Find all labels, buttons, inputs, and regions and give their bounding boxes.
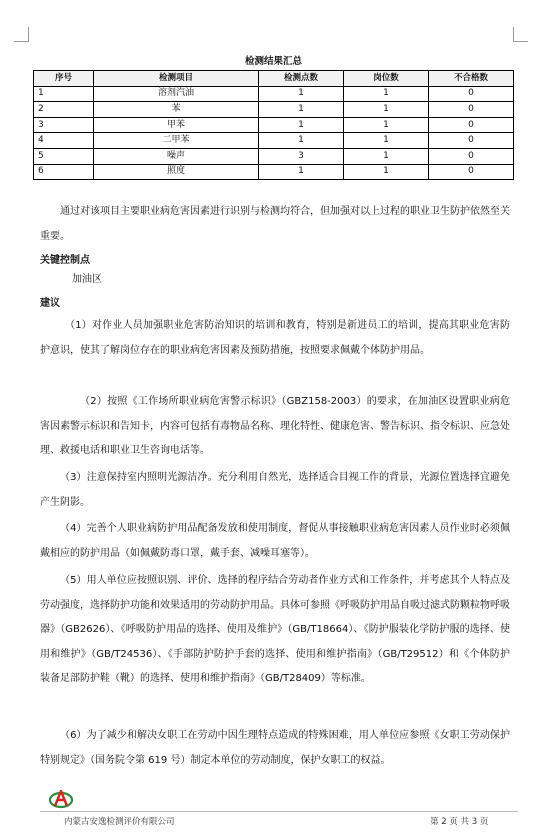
- footer-company: 内蒙古安逸检测评价有限公司: [64, 817, 175, 827]
- col-header-index: 序号: [34, 71, 94, 87]
- table-cell: 1: [344, 102, 429, 118]
- table-cell: 0: [429, 102, 514, 118]
- table-cell: 1: [34, 86, 94, 102]
- table-cell: 1: [344, 117, 429, 133]
- table-cell: 5: [34, 148, 94, 164]
- suggestion-2: （2）按照《工作场所职业病危害警示标识》（GBZ158-2003）的要求，在加油区设置职业病危害因素警示标识和告知卡，内容可包括有毒物品名称、理化特性、健康危害、警告标识、指令标识、应急处理、救援电话和职业卫生咨询电话等。: [40, 396, 510, 456]
- crop-mark-top-right: [513, 27, 528, 42]
- col-header-posts: 岗位数: [344, 71, 429, 87]
- table-row: [34, 86, 514, 102]
- table-title: 检测结果汇总: [244, 56, 302, 67]
- table-cell: 1: [259, 117, 344, 133]
- table-cell: 0: [429, 133, 514, 149]
- col-header-points: 检测点数: [259, 71, 344, 87]
- suggestion-5: （5）用人单位应按照识别、评价、选择的程序结合劳动者作业方式和工作条件，并考虑其个人特点及劳动强度，选择防护功能和效果适用的劳动防护用品。具体可参照《呼吸防护用品自吸过滤式防颗粒物呼吸器》（GB2626）、《呼吸防护用品的选择、使用及维护》（GB/T18664）、《防护服装化学防护服的选择、使用和维护》（GB/T24536）、《手部防护防护手套的选择、使用和维护指南》（GB/T29512）和《个体防护装备足部防护鞋（靴）的选择、使用和维护指南》（GB/T28409）等标准。: [40, 575, 510, 684]
- company-logo-icon: [48, 787, 74, 809]
- table-cell: 苯: [94, 102, 259, 118]
- table-cell: 1: [259, 164, 344, 180]
- table-row: [34, 148, 514, 164]
- crop-mark-top-left: [14, 27, 29, 42]
- table-cell: 0: [429, 148, 514, 164]
- table-cell: 1: [259, 133, 344, 149]
- suggestion-6: （6）为了减少和解决女职工在劳动中因生理特点造成的特殊困难，用人单位应参照《女职工劳动保护特别规定》（国务院令第 619 号）制定本单位的劳动制度，保护女职工的权益。: [40, 730, 510, 766]
- table-cell: 溶剂汽油: [94, 86, 259, 102]
- table-cell: 3: [34, 117, 94, 133]
- table-cell: 1: [344, 148, 429, 164]
- table-cell: 0: [429, 86, 514, 102]
- results-table: [33, 70, 514, 180]
- table-cell: 0: [429, 117, 514, 133]
- suggestion-1: （1）对作业人员加强职业危害防治知识的培训和教育，特别是新进员工的培训，提高其职业危害防护意识，使其了解岗位存在的职业病危害因素及预防措施，按照要求佩戴个体防护用品。: [40, 320, 510, 356]
- key-points-heading: 关键控制点: [40, 255, 90, 266]
- table-row: [34, 133, 514, 149]
- table-cell: 0: [429, 164, 514, 180]
- table-cell: 6: [34, 164, 94, 180]
- table-header-row: [34, 71, 514, 87]
- key-point-item: 加油区: [72, 274, 102, 285]
- table-cell: 2: [34, 102, 94, 118]
- table-cell: 噪声: [94, 148, 259, 164]
- table-cell: 1: [344, 164, 429, 180]
- table-cell: 1: [259, 102, 344, 118]
- footer-page-number: 第 2 页 共 3 页: [430, 817, 489, 827]
- table-cell: 3: [259, 148, 344, 164]
- suggestion-4: （4）完善个人职业病防护用品配备发放和使用制度，督促从事接触职业病危害因素人员作业时必须佩戴相应的防护用品（如佩戴防毒口罩，戴手套、减噪耳塞等）。: [40, 523, 510, 559]
- table-row: [34, 164, 514, 180]
- table-cell: 1: [259, 86, 344, 102]
- table-cell: 1: [344, 133, 429, 149]
- intro-paragraph: 通过对该项目主要职业病危害因素进行识别与检测均符合，但加强对以上过程的职业卫生防护依然至关重要。: [40, 206, 510, 242]
- table-cell: 4: [34, 133, 94, 149]
- table-row: [34, 117, 514, 133]
- col-header-fail: 不合格数: [429, 71, 514, 87]
- table-cell: 照度: [94, 164, 259, 180]
- table-cell: 甲苯: [94, 117, 259, 133]
- suggestions-heading: 建议: [40, 298, 60, 309]
- col-header-item: 检测项目: [94, 71, 259, 87]
- table-cell: 1: [344, 86, 429, 102]
- footer-divider: [40, 811, 518, 812]
- table-cell: 二甲苯: [94, 133, 259, 149]
- suggestion-3: （3）注意保持室内照明光源洁净。充分利用自然光，选择适合目视工作的背景，光源位置选择宜避免产生阴影。: [40, 472, 510, 508]
- table-row: [34, 102, 514, 118]
